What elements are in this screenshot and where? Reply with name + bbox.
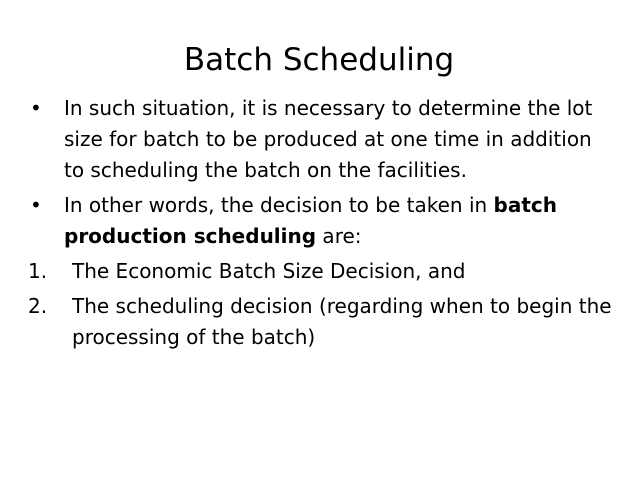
slide-content — [28, 93, 618, 357]
bullet-text-after: are: — [316, 224, 362, 248]
numbered-text: The Economic Batch Size Decision, and — [72, 259, 466, 283]
numbered-text: The scheduling decision (regarding when to begin the processing of the batch) — [72, 294, 612, 349]
bullet-item-1 — [28, 93, 618, 186]
bullet-item-2 — [28, 190, 618, 252]
bullet-marker: • — [30, 193, 42, 217]
bullet-text: In such situation, it is necessary to determine the lot size for batch to be produced at one time in addition to scheduling the batch on the facilities. — [64, 96, 593, 182]
number-marker: 2. — [28, 294, 48, 318]
numbered-item-2 — [28, 291, 618, 353]
slide-title: Batch Scheduling — [183, 42, 455, 78]
number-marker: 1. — [28, 259, 48, 283]
numbered-item-1 — [28, 256, 618, 287]
bullet-marker: • — [30, 96, 42, 120]
bullet-text-bold: batch production scheduling — [64, 193, 557, 248]
bullet-text-before: In other words, the decision to be taken in — [64, 193, 494, 217]
